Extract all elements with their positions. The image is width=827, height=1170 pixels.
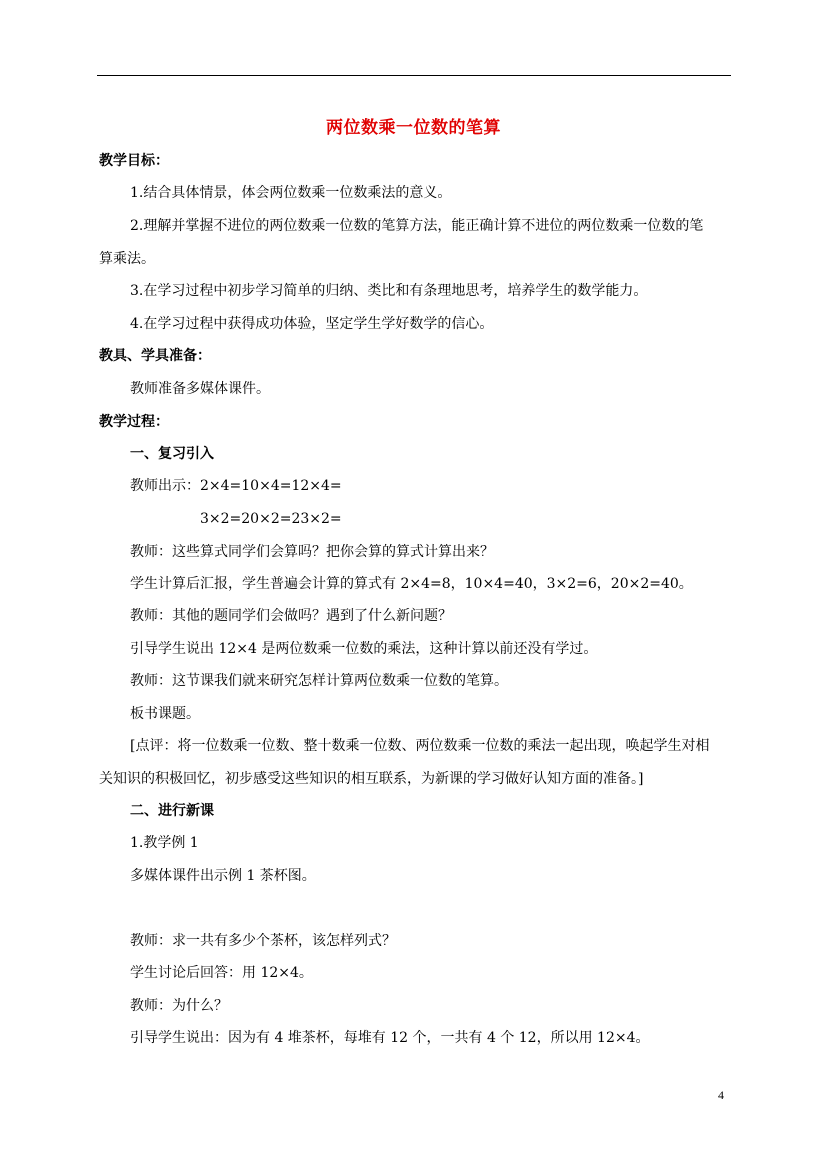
paragraph: [点评：将一位数乘一位数、整十数乘一位数、两位数乘一位数的乘法一起出现，唤起学生对相	[130, 738, 710, 754]
section-heading: 一、复习引入	[130, 446, 214, 462]
paragraph: 教师准备多媒体课件。	[130, 381, 270, 397]
section-heading: 二、进行新课	[130, 803, 214, 819]
paragraph: 3.在学习过程中初步学习简单的归纳、类比和有条理地思考，培养学生的数学能力。	[130, 283, 648, 299]
paragraph: 1.教学例 1	[130, 835, 199, 851]
paragraph: 学生计算后汇报，学生普遍会计算的算式有 2×4=8，10×4=40，3×2=6，20×2=40。	[130, 576, 693, 592]
page-number: 4	[718, 1088, 724, 1102]
paragraph: 2.理解并掌握不进位的两位数乘一位数的笔算方法，能正确计算不进位的两位数乘一位数的笔	[130, 218, 704, 234]
paragraph: 板书课题。	[130, 706, 200, 722]
paragraph: 教师：其他的题同学们会做吗？遇到了什么新问题？	[130, 608, 452, 624]
paragraph: 教师：为什么？	[130, 998, 228, 1014]
paragraph: 关知识的积极回忆，初步感受这些知识的相互联系，为新课的学习做好认知方面的准备。]	[99, 771, 644, 787]
paragraph: 教师：求一共有多少个茶杯，该怎样列式？	[130, 933, 396, 949]
paragraph: 教师：这些算式同学们会算吗？把你会算的算式计算出来？	[130, 544, 494, 560]
heading-materials: 教具、学具准备：	[99, 348, 211, 364]
paragraph: 算乘法。	[99, 251, 155, 267]
paragraph: 教师：这节课我们就来研究怎样计算两位数乘一位数的笔算。	[130, 673, 508, 689]
paragraph: 引导学生说出：因为有 4 堆茶杯，每堆有 12 个，一共有 4 个 12，所以用 12×4。	[130, 1030, 650, 1046]
header-rule	[97, 75, 731, 76]
paragraph: 引导学生说出 12×4 是两位数乘一位数的乘法，这种计算以前还没有学过。	[130, 641, 598, 657]
heading-process: 教学过程：	[99, 414, 169, 430]
heading-objectives: 教学目标：	[99, 153, 169, 169]
paragraph: 学生讨论后回答：用 12×4。	[130, 965, 313, 981]
paragraph: 3×2=20×2=23×2=	[200, 511, 342, 527]
paragraph: 教师出示：2×4=10×4=12×4=	[130, 478, 342, 494]
paragraph: 4.在学习过程中获得成功体验，坚定学生学好数学的信心。	[130, 316, 494, 332]
paragraph: 多媒体课件出示例 1 茶杯图。	[130, 868, 316, 884]
paragraph: 1.结合具体情景，体会两位数乘一位数乘法的意义。	[130, 185, 452, 201]
page-title: 两位数乘一位数的笔算	[326, 118, 501, 138]
